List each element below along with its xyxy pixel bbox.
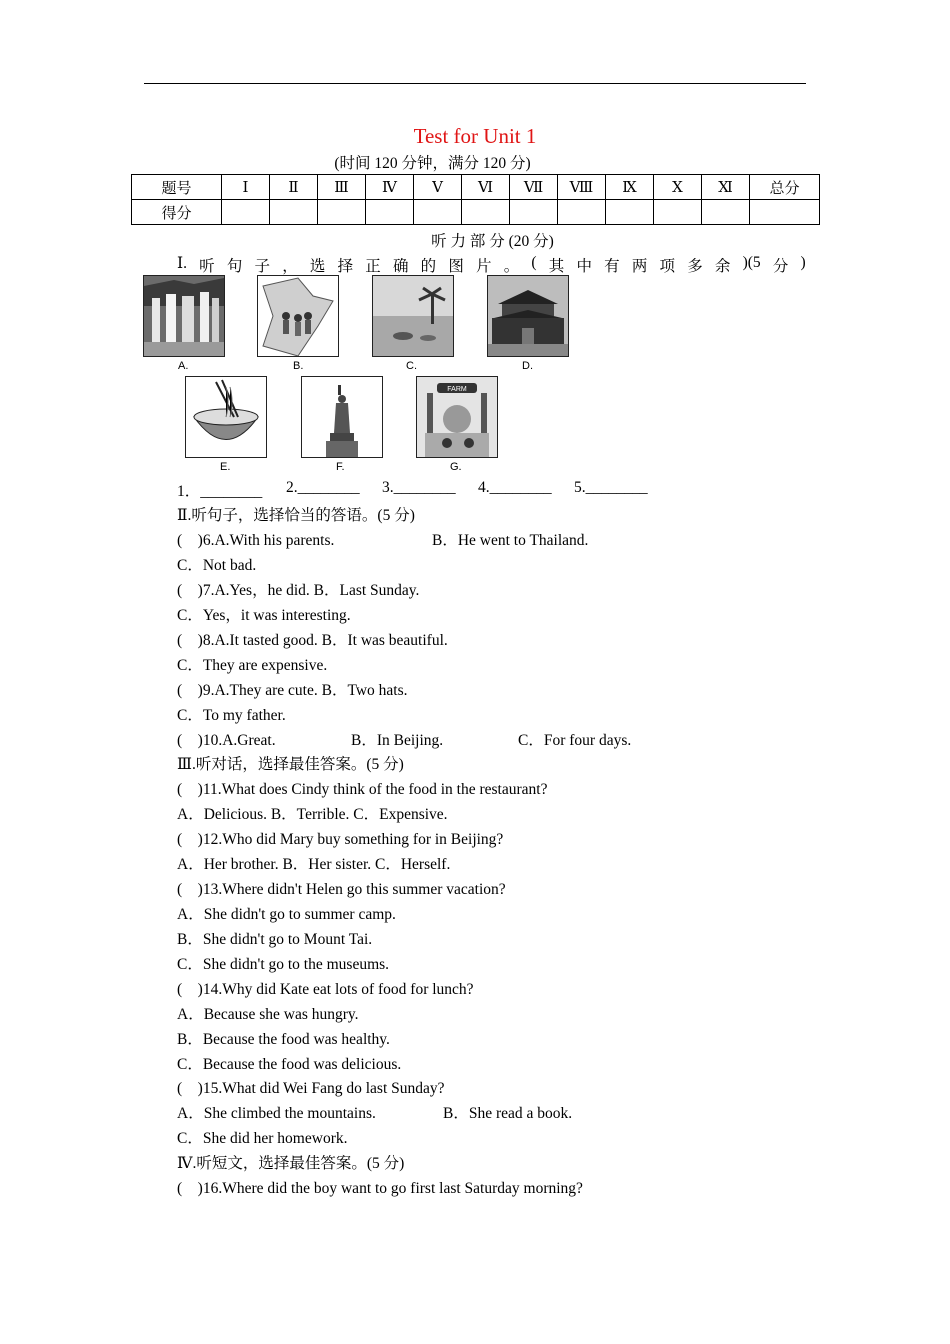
answer-option: C．To my father.	[177, 707, 286, 724]
answer-blank[interactable]: 1．________	[177, 483, 263, 500]
statue-of-liberty-icon	[301, 376, 383, 458]
header-rule	[144, 83, 806, 84]
score-table-header-row	[132, 175, 820, 200]
table-cell: 总分	[750, 175, 820, 200]
score-entry-cell[interactable]	[654, 200, 702, 225]
score-entry-cell[interactable]	[750, 200, 820, 225]
page-subtitle: (时间 120 分钟，满分 120 分)	[334, 155, 531, 172]
image-label: F.	[336, 461, 345, 473]
tiananmen-icon	[487, 275, 569, 357]
score-entry-cell[interactable]	[222, 200, 270, 225]
score-entry-cell[interactable]	[366, 200, 414, 225]
score-entry-cell[interactable]	[558, 200, 606, 225]
table-cell: Ⅵ	[462, 175, 510, 200]
question-6: ( )6.A.With his parents.	[177, 532, 335, 549]
question-14: ( )14.Why did Kate eat lots of food for lunch?	[177, 981, 474, 998]
question-9: ( )9.A.They are cute. B．Two hats.	[177, 682, 408, 699]
section-heading: Ⅳ.听短文，选择最佳答案。(5 分)	[177, 1155, 405, 1172]
table-cell: 题号	[132, 175, 222, 200]
answer-blank[interactable]: 2.________	[286, 479, 360, 496]
image-label: B.	[293, 360, 304, 372]
beach-icon	[372, 275, 454, 357]
page-title: Test for Unit 1	[413, 124, 537, 148]
noodles-icon	[185, 376, 267, 458]
listening-heading: 听 力 部 分 (20 分)	[431, 233, 554, 250]
table-cell: Ⅷ	[558, 175, 606, 200]
farm-sign-text: FARM	[447, 386, 467, 393]
answer-option: A．Because she was hungry.	[177, 1006, 359, 1023]
part1-instruction: Ⅰ. 听 句 子 ， 选 择 正 确 的 图 片 。 ( 其 中 有 两 项 多 余 )(5 分 )	[177, 254, 806, 275]
answer-blank[interactable]: 3.________	[382, 479, 456, 496]
question-16: ( )16.Where did the boy want to go first last Saturday morning?	[177, 1180, 583, 1197]
answer-option: B．She didn't go to Mount Tai.	[177, 931, 373, 948]
question-10-option-b: B．In Beijing.	[351, 732, 444, 749]
answer-option: C．Because the food was delicious.	[177, 1056, 402, 1073]
question-7: ( )7.A.Yes，he did. B．Last Sunday.	[177, 582, 420, 599]
question-12: ( )12.Who did Mary buy something for in Beijing?	[177, 831, 504, 848]
table-cell: 得分	[132, 200, 222, 225]
question-13: ( )13.Where didn't Helen go this summer vacation?	[177, 881, 506, 898]
farm-icon	[416, 376, 498, 458]
table-cell: Ⅸ	[606, 175, 654, 200]
answer-option: A．She climbed the mountains.	[177, 1105, 376, 1122]
answer-option: A．Delicious. B．Terrible. C．Expensive.	[177, 806, 448, 823]
score-entry-cell[interactable]	[510, 200, 558, 225]
table-cell: Ⅴ	[414, 175, 462, 200]
answer-blank[interactable]: 5.________	[574, 479, 648, 496]
score-entry-cell[interactable]	[606, 200, 654, 225]
table-cell: Ⅲ	[318, 175, 366, 200]
question-6-option-b: B．He went to Thailand.	[432, 532, 589, 549]
image-label: C.	[406, 360, 417, 372]
question-11: ( )11.What does Cindy think of the food in the restaurant?	[177, 781, 548, 798]
table-cell: Ⅺ	[702, 175, 750, 200]
table-cell: Ⅱ	[270, 175, 318, 200]
hikers-map-icon	[257, 275, 339, 357]
score-table-score-row	[132, 200, 820, 225]
section-heading: Ⅱ.听句子，选择恰当的答语。(5 分)	[177, 507, 415, 524]
table-cell: Ⅳ	[366, 175, 414, 200]
answer-option: A．She didn't go to summer camp.	[177, 906, 396, 923]
score-entry-cell[interactable]	[462, 200, 510, 225]
answer-option: B．Because the food was healthy.	[177, 1031, 390, 1048]
question-10-option-c: C．For four days.	[518, 732, 632, 749]
score-entry-cell[interactable]	[702, 200, 750, 225]
image-label: E.	[220, 461, 231, 473]
table-cell: Ⅶ	[510, 175, 558, 200]
table-cell: Ⅰ	[222, 175, 270, 200]
score-table	[131, 174, 820, 225]
question-15: ( )15.What did Wei Fang do last Sunday?	[177, 1080, 445, 1097]
table-cell: Ⅹ	[654, 175, 702, 200]
answer-option: A．Her brother. B．Her sister. C．Herself.	[177, 856, 451, 873]
score-entry-cell[interactable]	[414, 200, 462, 225]
answer-blank[interactable]: 4.________	[478, 479, 552, 496]
question-15-option-b: B．She read a book.	[443, 1105, 573, 1122]
score-entry-cell[interactable]	[270, 200, 318, 225]
answer-option: C．She didn't go to the museums.	[177, 956, 390, 973]
answer-option: C．Yes，it was interesting.	[177, 607, 351, 624]
question-10: ( )10.A.Great.	[177, 732, 276, 749]
image-label: A.	[178, 360, 189, 372]
waterfall-icon	[143, 275, 225, 357]
answer-option: C．She did her homework.	[177, 1130, 348, 1147]
section-heading: Ⅲ.听对话，选择最佳答案。(5 分)	[177, 756, 404, 773]
answer-option: C．They are expensive.	[177, 657, 328, 674]
image-label: D.	[522, 360, 533, 372]
answer-option: C．Not bad.	[177, 557, 257, 574]
question-8: ( )8.A.It tasted good. B．It was beautiful.	[177, 632, 448, 649]
image-label: G.	[450, 461, 462, 473]
score-entry-cell[interactable]	[318, 200, 366, 225]
